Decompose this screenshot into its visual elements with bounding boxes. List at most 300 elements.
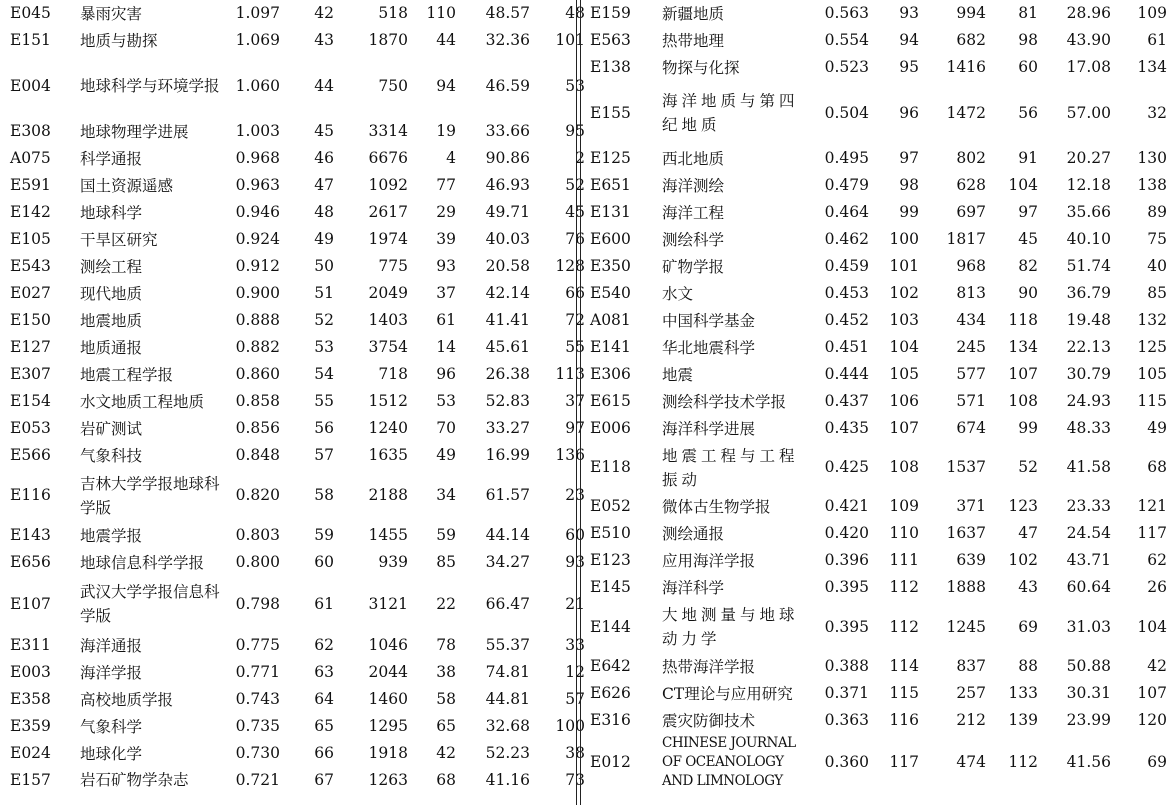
journal-name-cell: 岩石矿物学杂志 (80, 771, 189, 789)
value-cell-v1: 1.003 (235, 122, 280, 140)
value-cell-v1: 0.459 (824, 257, 869, 275)
journal-code-cell: E155 (590, 103, 631, 122)
value-cell-v6: 89 (1147, 203, 1167, 221)
value-cell-v3: 1416 (946, 58, 986, 76)
table-row (584, 81, 1167, 145)
value-cell-v2: 109 (889, 497, 919, 515)
journal-name-cell: 应用海洋学报 (662, 551, 756, 570)
value-cell-v2: 99 (899, 203, 919, 221)
value-cell-v1: 0.495 (824, 149, 869, 167)
journal-name-cell: 气象科学 (80, 717, 143, 736)
value-cell-v6: 69 (1147, 753, 1167, 771)
table-row (4, 469, 591, 522)
journal-code-cell: E116 (10, 486, 51, 504)
value-cell-v5: 20.58 (485, 257, 530, 275)
value-cell-v4: 94 (436, 76, 456, 95)
table-row (4, 199, 591, 226)
journal-code-cell: E311 (10, 636, 51, 654)
value-cell-v4: 45 (1018, 230, 1038, 248)
value-cell-v4: 123 (1008, 497, 1038, 515)
value-cell-v1: 0.798 (235, 594, 280, 613)
value-cell-v6: 37 (565, 392, 585, 410)
journal-code-cell: E142 (10, 203, 51, 221)
value-cell-v5: 46.59 (485, 76, 530, 95)
value-cell-v5: 51.74 (1066, 257, 1111, 275)
value-cell-v1: 0.437 (824, 392, 869, 410)
value-cell-v3: 1637 (946, 524, 986, 542)
value-cell-v3: 1403 (368, 311, 408, 329)
value-cell-v1: 0.396 (824, 551, 869, 569)
value-cell-v4: 34 (436, 486, 456, 504)
value-cell-v6: 138 (1137, 176, 1167, 194)
table-row (4, 632, 591, 659)
value-cell-v6: 62 (1147, 551, 1167, 569)
value-cell-v5: 41.16 (485, 770, 530, 789)
value-cell-v4: 81 (1018, 4, 1038, 22)
value-cell-v3: 2188 (368, 486, 408, 504)
value-cell-v5: 23.33 (1066, 497, 1111, 515)
table-row (4, 576, 591, 632)
value-cell-v4: 98 (1018, 31, 1038, 49)
journal-name-cell: 海洋测绘 (662, 176, 725, 195)
value-cell-v3: 1974 (368, 230, 408, 248)
value-cell-v3: 674 (956, 419, 986, 437)
value-cell-v3: 1092 (368, 176, 408, 194)
value-cell-v3: 245 (956, 338, 986, 356)
value-cell-v3: 1295 (368, 717, 408, 735)
value-cell-v4: 22 (436, 594, 456, 613)
value-cell-v5: 48.33 (1066, 419, 1111, 437)
value-cell-v2: 61 (314, 594, 334, 613)
value-cell-v1: 0.775 (235, 636, 280, 654)
journal-name-cell: 海洋科学 (662, 578, 725, 597)
value-cell-v2: 60 (314, 553, 334, 571)
journal-code-cell: E012 (590, 753, 631, 771)
value-cell-v4: 58 (436, 690, 456, 708)
journal-code-cell: E141 (590, 338, 631, 356)
value-cell-v5: 24.54 (1066, 524, 1111, 542)
value-cell-v3: 1245 (946, 617, 986, 636)
value-cell-v2: 114 (889, 657, 919, 675)
value-cell-v2: 43 (314, 31, 334, 49)
journal-name-cell: 大地测量与地球动力学 (662, 606, 799, 648)
journal-code-cell: E151 (10, 31, 51, 49)
value-cell-v4: 69 (1018, 617, 1038, 636)
value-cell-v6: 53 (565, 76, 585, 95)
table-row (584, 707, 1167, 734)
value-cell-v2: 115 (889, 684, 919, 702)
value-cell-v4: 47 (1018, 524, 1038, 542)
value-cell-v5: 45.61 (485, 338, 530, 356)
value-cell-v3: 1537 (946, 458, 986, 476)
value-cell-v4: 38 (436, 663, 456, 681)
journal-name-cell: 中国科学基金 (662, 311, 756, 330)
table-row (584, 280, 1167, 307)
value-cell-v6: 42 (1147, 657, 1167, 675)
value-cell-v1: 0.803 (235, 526, 280, 544)
journal-code-cell: E651 (590, 176, 631, 194)
value-cell-v6: 72 (565, 311, 585, 329)
value-cell-v3: 968 (956, 257, 986, 275)
value-cell-v4: 93 (436, 257, 456, 275)
value-cell-v4: 97 (1018, 203, 1038, 221)
value-cell-v1: 0.452 (824, 311, 869, 329)
value-cell-v1: 0.388 (824, 657, 869, 675)
value-cell-v3: 2049 (368, 284, 408, 302)
value-cell-v4: 134 (1008, 338, 1038, 356)
value-cell-v6: 48 (565, 4, 585, 22)
journal-name-cell: 微体古生物学报 (662, 497, 771, 516)
journal-code-cell: E053 (10, 419, 51, 437)
journal-name-cell: 测绘工程 (80, 257, 143, 276)
table-row (4, 686, 591, 713)
value-cell-v6: 93 (565, 553, 585, 571)
value-cell-v6: 60 (565, 526, 585, 544)
journal-name-cell: 暴雨灾害 (80, 4, 143, 23)
value-cell-v2: 116 (889, 711, 919, 729)
table-row (584, 334, 1167, 361)
value-cell-v3: 3314 (368, 122, 408, 140)
journal-name-cell: 地球科学 (80, 203, 143, 222)
journal-code-cell: E003 (10, 663, 51, 681)
table-row (4, 740, 591, 767)
value-cell-v3: 3121 (368, 594, 408, 613)
journal-name-cell: 海洋学报 (80, 663, 143, 682)
value-cell-v1: 0.912 (235, 257, 280, 275)
value-cell-v1: 0.882 (235, 338, 280, 356)
value-cell-v5: 31.03 (1066, 617, 1111, 636)
value-cell-v1: 1.069 (235, 31, 280, 49)
value-cell-v3: 1870 (368, 31, 408, 49)
value-cell-v1: 0.363 (824, 711, 869, 729)
value-cell-v2: 108 (889, 458, 919, 476)
journal-code-cell: E118 (590, 458, 631, 476)
journal-name-cell: 海洋科学进展 (662, 419, 756, 438)
value-cell-v3: 682 (956, 31, 986, 49)
journal-name-cell: 干旱区研究 (80, 230, 158, 249)
value-cell-v5: 44.14 (485, 526, 530, 544)
value-cell-v4: 61 (436, 311, 456, 329)
table-row (4, 388, 591, 415)
table-row (4, 659, 591, 686)
value-cell-v3: 1472 (946, 103, 986, 122)
table-row (4, 442, 591, 469)
value-cell-v1: 0.963 (235, 176, 280, 194)
journal-code-cell: E052 (590, 497, 631, 515)
table-row (584, 54, 1167, 81)
value-cell-v3: 837 (956, 657, 986, 675)
value-cell-v5: 16.99 (485, 446, 530, 464)
value-cell-v6: 100 (555, 717, 585, 735)
journal-name-cell: 现代地质 (80, 284, 143, 303)
value-cell-v4: 133 (1008, 684, 1038, 702)
value-cell-v6: 117 (1137, 524, 1167, 542)
value-cell-v6: 21 (565, 594, 585, 613)
table-row (584, 307, 1167, 334)
journal-name-cell: 地震工程与工程振动 (662, 446, 799, 489)
journal-name-cell: 地球物理学进展 (80, 122, 189, 141)
journal-code-cell: E306 (590, 365, 631, 383)
value-cell-v2: 56 (314, 419, 334, 437)
value-cell-v3: 1263 (368, 770, 408, 789)
value-cell-v3: 474 (956, 753, 986, 771)
journal-name-cell: 地震地质 (80, 311, 143, 330)
value-cell-v1: 0.395 (824, 578, 869, 596)
value-cell-v1: 1.097 (235, 4, 280, 22)
value-cell-v1: 0.563 (824, 4, 869, 22)
journal-code-cell: E591 (10, 176, 51, 194)
value-cell-v3: 939 (378, 553, 408, 571)
value-cell-v5: 41.41 (485, 311, 530, 329)
journal-code-cell: E540 (590, 284, 631, 302)
value-cell-v2: 51 (314, 284, 334, 302)
table-row (584, 27, 1167, 54)
value-cell-v3: 628 (956, 176, 986, 194)
value-cell-v1: 0.721 (235, 770, 280, 789)
value-cell-v4: 99 (1018, 419, 1038, 437)
value-cell-v1: 0.860 (235, 365, 280, 383)
value-cell-v5: 52.23 (485, 744, 530, 762)
value-cell-v3: 1455 (368, 526, 408, 544)
value-cell-v4: 39 (436, 230, 456, 248)
value-cell-v1: 0.421 (824, 497, 869, 515)
journal-code-cell: E105 (10, 230, 51, 248)
table-row (4, 226, 591, 253)
journal-code-cell: E157 (10, 770, 51, 789)
value-cell-v4: 14 (436, 338, 456, 356)
journal-code-cell: E566 (10, 446, 51, 464)
value-cell-v2: 101 (889, 257, 919, 275)
value-cell-v1: 0.858 (235, 392, 280, 410)
value-cell-v6: 104 (1137, 617, 1167, 636)
value-cell-v1: 0.554 (824, 31, 869, 49)
value-cell-v2: 49 (314, 230, 334, 248)
table-row (4, 334, 591, 361)
value-cell-v1: 0.800 (235, 553, 280, 571)
value-cell-v4: 110 (426, 4, 456, 22)
journal-name-cell: 测绘科学技术学报 (662, 392, 787, 411)
journal-name-cell: 气象科技 (80, 446, 143, 465)
value-cell-v6: 38 (565, 744, 585, 762)
journal-code-cell: E006 (590, 419, 631, 437)
value-cell-v5: 20.27 (1066, 149, 1111, 167)
value-cell-v1: 0.924 (235, 230, 280, 248)
value-cell-v4: 49 (436, 446, 456, 464)
value-cell-v6: 75 (1147, 230, 1167, 248)
journal-name-cell: 热带海洋学报 (662, 657, 756, 676)
value-cell-v4: 82 (1018, 257, 1038, 275)
value-cell-v1: 0.420 (824, 524, 869, 542)
value-cell-v5: 44.81 (485, 690, 530, 708)
journal-name-cell: 水文地质工程地质 (80, 392, 205, 411)
value-cell-v2: 64 (314, 690, 334, 708)
value-cell-v6: 101 (555, 31, 585, 49)
journal-name-cell: 海洋地质与第四纪地质 (662, 92, 799, 134)
journal-code-cell: E045 (10, 4, 51, 22)
value-cell-v5: 17.08 (1066, 58, 1111, 76)
value-cell-v4: 44 (436, 31, 456, 49)
value-cell-v2: 112 (889, 578, 919, 596)
value-cell-v3: 257 (956, 684, 986, 702)
value-cell-v5: 55.37 (485, 636, 530, 654)
value-cell-v3: 775 (378, 257, 408, 275)
journal-code-cell: E626 (590, 684, 631, 702)
value-cell-v3: 1240 (368, 419, 408, 437)
table-row (4, 118, 591, 145)
value-cell-v2: 111 (889, 551, 919, 569)
value-cell-v2: 59 (314, 526, 334, 544)
value-cell-v5: 90.86 (485, 149, 530, 167)
value-cell-v2: 117 (889, 753, 919, 771)
journal-name-cell: 热带地理 (662, 31, 725, 50)
journal-code-cell: E656 (10, 553, 51, 571)
table-row (4, 172, 591, 199)
journal-name-cell: 地球科学与环境学报 (80, 77, 220, 95)
value-cell-v6: 107 (1137, 684, 1167, 702)
table-row (584, 574, 1167, 601)
journal-code-cell: E563 (590, 31, 631, 49)
journal-code-cell: E125 (590, 149, 631, 167)
value-cell-v6: 68 (1147, 458, 1167, 476)
value-cell-v4: 68 (436, 770, 456, 789)
value-cell-v1: 0.968 (235, 149, 280, 167)
value-cell-v1: 0.444 (824, 365, 869, 383)
value-cell-v6: 12 (565, 663, 585, 681)
value-cell-v1: 0.820 (235, 486, 280, 504)
journal-code-cell: E127 (10, 338, 51, 356)
value-cell-v6: 55 (565, 338, 585, 356)
journal-name-cell: 西北地质 (662, 149, 725, 168)
table-row (584, 680, 1167, 707)
table-row (4, 54, 591, 118)
table-row (584, 199, 1167, 226)
journal-code-cell: E024 (10, 744, 51, 762)
value-cell-v6: 134 (1137, 58, 1167, 76)
value-cell-v3: 1046 (368, 636, 408, 654)
value-cell-v6: 121 (1137, 497, 1167, 515)
table-row (584, 734, 1167, 791)
value-cell-v2: 110 (889, 524, 919, 542)
value-cell-v4: 70 (436, 419, 456, 437)
journal-table-right (584, 0, 1167, 791)
value-cell-v2: 93 (899, 4, 919, 22)
value-cell-v2: 50 (314, 257, 334, 275)
journal-name-cell: 物探与化探 (662, 58, 740, 77)
value-cell-v4: 118 (1008, 311, 1038, 329)
value-cell-v2: 63 (314, 663, 334, 681)
value-cell-v1: 0.395 (824, 617, 869, 636)
table-row (584, 145, 1167, 172)
value-cell-v2: 47 (314, 176, 334, 194)
value-cell-v5: 60.64 (1066, 578, 1111, 596)
journal-name-cell: 测绘科学 (662, 230, 725, 249)
table-row (584, 493, 1167, 520)
value-cell-v6: 23 (565, 486, 585, 504)
table-row (4, 145, 591, 172)
value-cell-v3: 518 (378, 4, 408, 22)
value-cell-v3: 212 (956, 711, 986, 729)
value-cell-v2: 48 (314, 203, 334, 221)
value-cell-v6: 97 (565, 419, 585, 437)
value-cell-v1: 0.360 (824, 753, 869, 771)
journal-code-cell: E350 (590, 257, 631, 275)
journal-code-cell: A075 (10, 149, 51, 167)
journal-name-cell: 海洋通报 (80, 636, 143, 655)
value-cell-v4: 91 (1018, 149, 1038, 167)
value-cell-v2: 104 (889, 338, 919, 356)
journal-name-cell: 地质与勘探 (80, 31, 158, 50)
value-cell-v4: 37 (436, 284, 456, 302)
table-row (4, 27, 591, 54)
journal-code-cell: E138 (590, 58, 631, 76)
value-cell-v6: 76 (565, 230, 585, 248)
table-row (584, 0, 1167, 27)
journal-table-left (4, 0, 591, 793)
value-cell-v2: 53 (314, 338, 334, 356)
value-cell-v2: 94 (899, 31, 919, 49)
journal-name-cell: 新疆地质 (662, 4, 725, 23)
value-cell-v2: 46 (314, 149, 334, 167)
journal-name-cell: 华北地震科学 (662, 338, 756, 357)
value-cell-v5: 49.71 (485, 203, 530, 221)
value-cell-v2: 97 (899, 149, 919, 167)
table-row (4, 307, 591, 334)
table-row (584, 520, 1167, 547)
journal-code-cell: A081 (590, 311, 631, 329)
value-cell-v2: 42 (314, 4, 334, 22)
value-cell-v4: 65 (436, 717, 456, 735)
table-row (4, 280, 591, 307)
value-cell-v3: 1512 (368, 392, 408, 410)
value-cell-v5: 42.14 (485, 284, 530, 302)
value-cell-v2: 106 (889, 392, 919, 410)
value-cell-v5: 50.88 (1066, 657, 1111, 675)
journal-code-cell: E145 (590, 578, 631, 596)
value-cell-v1: 0.730 (235, 744, 280, 762)
value-cell-v3: 1817 (946, 230, 986, 248)
value-cell-v1: 0.743 (235, 690, 280, 708)
column-divider (576, 0, 581, 805)
left-table-panel (4, 0, 585, 805)
value-cell-v6: 32 (1147, 103, 1167, 122)
value-cell-v3: 6676 (368, 149, 408, 167)
journal-name-cell: CT理论与应用研究 (662, 684, 793, 703)
journal-code-cell: E131 (590, 203, 631, 221)
table-row (4, 549, 591, 576)
value-cell-v2: 95 (899, 58, 919, 76)
value-cell-v5: 35.66 (1066, 203, 1111, 221)
value-cell-v5: 36.79 (1066, 284, 1111, 302)
value-cell-v4: 108 (1008, 392, 1038, 410)
value-cell-v5: 66.47 (485, 594, 530, 613)
value-cell-v3: 802 (956, 149, 986, 167)
value-cell-v4: 77 (436, 176, 456, 194)
table-row (4, 415, 591, 442)
journal-code-cell: E144 (590, 617, 631, 636)
table-row (584, 172, 1167, 199)
value-cell-v2: 55 (314, 392, 334, 410)
value-cell-v2: 96 (899, 103, 919, 122)
value-cell-v6: 136 (555, 446, 585, 464)
value-cell-v6: 132 (1137, 311, 1167, 329)
table-row (4, 767, 591, 793)
value-cell-v6: 45 (565, 203, 585, 221)
table-row (584, 226, 1167, 253)
journal-code-cell: E143 (10, 526, 51, 544)
value-cell-v4: 4 (446, 149, 456, 167)
value-cell-v4: 107 (1008, 365, 1038, 383)
journal-code-cell: E027 (10, 284, 51, 302)
